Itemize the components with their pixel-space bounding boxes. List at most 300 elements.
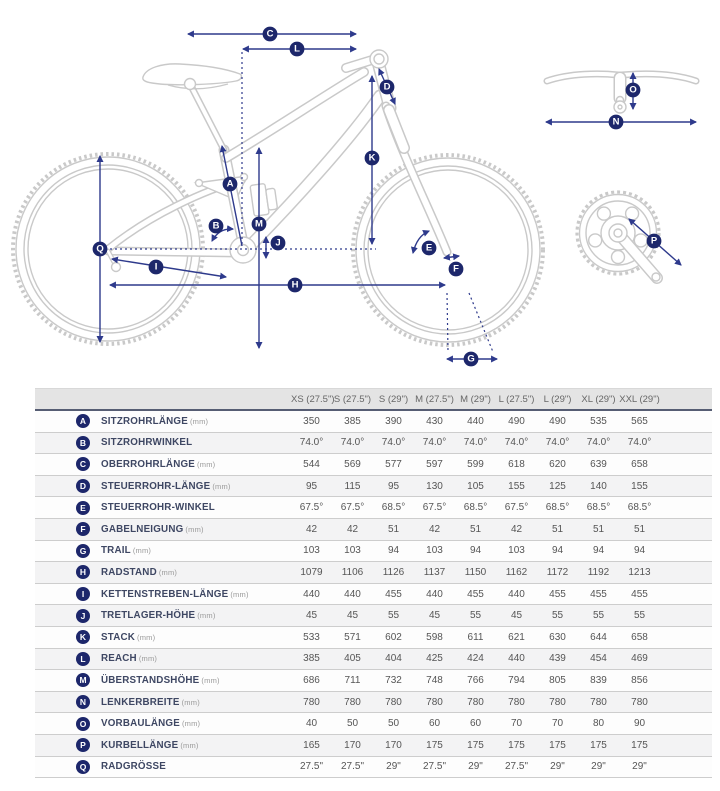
- value-cell: 155: [508, 480, 525, 492]
- value-cell: 611: [467, 631, 484, 643]
- value-cell: 170: [344, 739, 361, 751]
- value-cell: 1137: [423, 566, 446, 578]
- badge-g: [464, 352, 479, 367]
- table-row-c: [35, 454, 712, 476]
- row-badge-cell: [35, 501, 101, 515]
- value-cell: 74.0°: [586, 437, 611, 449]
- row-label: RADGRÖSSE: [101, 761, 166, 773]
- value-cell: 732: [385, 674, 402, 686]
- value-cell: 70: [551, 718, 564, 730]
- row-unit: (mm): [132, 546, 152, 556]
- badge-o: [626, 83, 641, 98]
- table-row-h: [35, 562, 712, 584]
- row-unit: (mm): [181, 719, 201, 729]
- row-badge-cell: [35, 717, 101, 731]
- row-label-cell: [101, 524, 291, 535]
- value-cell: 103: [344, 545, 361, 557]
- row-badge-cell: [35, 414, 101, 428]
- row-label-cell: [101, 567, 291, 578]
- value-cell: 94: [592, 545, 605, 557]
- table-row-q: [35, 757, 712, 779]
- row-badge-cell: [35, 544, 101, 558]
- column-header: XL (29"): [581, 393, 616, 405]
- row-badge-cell: [35, 457, 101, 471]
- badge-k: [365, 151, 380, 166]
- value-cell: 780: [549, 696, 566, 708]
- row-label: REACH: [101, 653, 137, 665]
- row-label: SITZROHRWINKEL: [101, 437, 193, 449]
- badge-d: [380, 80, 395, 95]
- badge-h: [288, 278, 303, 293]
- value-cell: 55: [551, 610, 564, 622]
- value-cell: 598: [426, 631, 443, 643]
- row-label: TRETLAGER-HÖHE: [101, 610, 196, 622]
- row-letter-badge: G: [76, 544, 90, 558]
- row-unit: (mm): [158, 567, 178, 577]
- value-cell: 67.5°: [422, 502, 447, 514]
- value-cell: 658: [631, 458, 648, 470]
- value-cell: 42: [305, 523, 318, 535]
- row-label: STACK: [101, 631, 136, 643]
- value-cell: 1106: [341, 566, 364, 578]
- row-label: SITZROHRLÄNGE: [101, 415, 188, 427]
- value-cell: 45: [346, 610, 359, 622]
- value-cell: 95: [387, 480, 400, 492]
- table-row-n: [35, 692, 712, 714]
- svg-text:D: D: [383, 81, 391, 93]
- column-header: XXL (29"): [619, 393, 660, 405]
- row-badge-cell: [35, 695, 101, 709]
- svg-text:H: H: [291, 279, 299, 291]
- value-cell: 644: [590, 631, 607, 643]
- svg-text:M: M: [255, 218, 263, 230]
- row-label-cell: [101, 502, 291, 513]
- row-unit: (mm): [197, 611, 216, 621]
- value-cell: 839: [590, 674, 607, 686]
- svg-text:J: J: [275, 237, 281, 249]
- value-cell: 51: [387, 523, 400, 535]
- row-label-cell: [101, 481, 291, 492]
- value-cell: 27.5": [504, 761, 528, 773]
- value-cell: 350: [303, 415, 320, 427]
- value-cell: 440: [508, 588, 525, 600]
- table-row-d: [35, 476, 712, 498]
- row-letter-badge: L: [76, 652, 90, 666]
- value-cell: 455: [385, 588, 402, 600]
- value-cell: 45: [305, 610, 318, 622]
- row-label-cell: [101, 653, 291, 664]
- row-letter-badge: M: [76, 673, 90, 687]
- row-letter-badge: Q: [76, 760, 90, 774]
- value-cell: 74.0°: [422, 437, 447, 449]
- row-letter-badge: P: [76, 738, 90, 752]
- column-header: XS (27.5"): [291, 393, 335, 405]
- row-letter-badge: E: [76, 501, 90, 515]
- value-cell: 430: [426, 415, 443, 427]
- table-row-m: [35, 670, 712, 692]
- value-cell: 686: [303, 674, 320, 686]
- column-header: L (27.5"): [498, 393, 535, 405]
- value-cell: 170: [385, 739, 402, 751]
- value-cell: 90: [633, 718, 646, 730]
- value-cell: 51: [551, 523, 564, 535]
- row-label: TRAIL: [101, 545, 131, 557]
- value-cell: 175: [508, 739, 525, 751]
- handlebar-diagram: [547, 74, 696, 113]
- value-cell: 711: [344, 674, 361, 686]
- value-cell: 94: [387, 545, 400, 557]
- badge-m: [252, 217, 267, 232]
- badge-l: [290, 42, 305, 57]
- value-cell: 74.0°: [545, 437, 570, 449]
- value-cell: 469: [631, 653, 648, 665]
- value-cell: 780: [590, 696, 607, 708]
- value-cell: 1126: [382, 566, 405, 578]
- value-cell: 74.0°: [340, 437, 365, 449]
- value-cell: 60: [428, 718, 441, 730]
- value-cell: 27.5": [299, 761, 323, 773]
- table-row-l: [35, 649, 712, 671]
- row-label-cell: [101, 545, 291, 556]
- value-cell: 29": [591, 761, 606, 773]
- bike-drawing: [13, 50, 696, 345]
- value-cell: 455: [631, 588, 648, 600]
- row-letter-badge: K: [76, 630, 90, 644]
- value-cell: 748: [426, 674, 443, 686]
- badge-q: [93, 242, 108, 257]
- column-header: L (29"): [543, 393, 572, 405]
- value-cell: 42: [346, 523, 359, 535]
- value-cell: 780: [344, 696, 361, 708]
- value-cell: 658: [631, 631, 648, 643]
- value-cell: 440: [508, 653, 525, 665]
- table-row-a: [35, 411, 712, 433]
- table-row-g: [35, 541, 712, 563]
- value-cell: 780: [508, 696, 525, 708]
- value-cell: 1172: [546, 566, 569, 578]
- row-label-cell: [101, 675, 291, 686]
- column-header: M (29"): [460, 393, 491, 405]
- column-header: S (27.5"): [333, 393, 372, 405]
- badge-e: [422, 241, 437, 256]
- value-cell: 597: [426, 458, 443, 470]
- row-unit: (mm): [230, 589, 249, 599]
- table-body: [35, 411, 712, 778]
- value-cell: 569: [344, 458, 361, 470]
- row-unit: (mm): [138, 654, 158, 664]
- value-cell: 94: [633, 545, 646, 557]
- value-cell: 455: [467, 588, 484, 600]
- row-unit: (mm): [185, 524, 204, 534]
- value-cell: 385: [303, 653, 320, 665]
- svg-text:C: C: [266, 28, 274, 40]
- value-cell: 385: [344, 415, 361, 427]
- value-cell: 68.5°: [586, 502, 611, 514]
- value-cell: 1079: [300, 566, 323, 578]
- row-badge-cell: [35, 652, 101, 666]
- row-unit: (mm): [201, 675, 220, 685]
- value-cell: 390: [385, 415, 402, 427]
- value-cell: 103: [426, 545, 443, 557]
- value-cell: 125: [549, 480, 566, 492]
- value-cell: 29": [386, 761, 401, 773]
- value-cell: 565: [631, 415, 648, 427]
- value-cell: 440: [426, 588, 443, 600]
- value-cell: 51: [633, 523, 646, 535]
- value-cell: 535: [590, 415, 607, 427]
- value-cell: 94: [551, 545, 564, 557]
- value-cell: 577: [385, 458, 402, 470]
- row-letter-badge: I: [76, 587, 90, 601]
- value-cell: 50: [346, 718, 359, 730]
- value-cell: 74.0°: [381, 437, 406, 449]
- value-cell: 130: [426, 480, 443, 492]
- row-label-cell: [101, 437, 291, 448]
- row-label-cell: [101, 610, 291, 621]
- value-cell: 440: [303, 588, 320, 600]
- value-cell: 780: [303, 696, 320, 708]
- value-cell: 70: [510, 718, 523, 730]
- svg-text:I: I: [154, 261, 158, 273]
- value-cell: 544: [303, 458, 320, 470]
- value-cell: 29": [550, 761, 565, 773]
- svg-text:Q: Q: [96, 243, 104, 255]
- value-cell: 50: [387, 718, 400, 730]
- value-cell: 67.5°: [299, 502, 324, 514]
- value-cell: 55: [633, 610, 646, 622]
- row-label: RADSTAND: [101, 566, 157, 578]
- value-cell: 80: [592, 718, 605, 730]
- row-label: OBERROHRLÄNGE: [101, 458, 196, 470]
- value-cell: 45: [510, 610, 523, 622]
- value-cell: 780: [426, 696, 443, 708]
- crankset-diagram: [577, 192, 660, 281]
- row-label-cell: [101, 718, 291, 729]
- svg-text:B: B: [212, 220, 220, 232]
- row-letter-badge: A: [76, 414, 90, 428]
- value-cell: 55: [469, 610, 482, 622]
- value-cell: 105: [467, 480, 484, 492]
- row-badge-cell: [35, 630, 101, 644]
- value-cell: 40: [305, 718, 318, 730]
- value-cell: 620: [549, 458, 566, 470]
- value-cell: 95: [305, 480, 318, 492]
- value-cell: 175: [590, 739, 607, 751]
- value-cell: 533: [303, 631, 320, 643]
- row-unit: (mm): [212, 481, 231, 491]
- table-row-o: [35, 713, 712, 735]
- svg-text:E: E: [425, 242, 433, 254]
- row-letter-badge: J: [76, 609, 90, 623]
- row-unit: (mm): [180, 740, 199, 750]
- badge-c: [263, 27, 278, 42]
- table-row-e: [35, 497, 712, 519]
- value-cell: 68.5°: [381, 502, 406, 514]
- row-badge-cell: [35, 738, 101, 752]
- value-cell: 29": [632, 761, 647, 773]
- table-row-i: [35, 584, 712, 606]
- row-label: KURBELLÄNGE: [101, 739, 179, 751]
- value-cell: 780: [631, 696, 648, 708]
- svg-text:A: A: [226, 178, 234, 190]
- value-cell: 440: [467, 415, 484, 427]
- value-cell: 490: [549, 415, 566, 427]
- row-label: KETTENSTREBEN-LÄNGE: [101, 588, 229, 600]
- badge-j: [271, 236, 286, 251]
- value-cell: 68.5°: [627, 502, 652, 514]
- value-cell: 155: [631, 480, 648, 492]
- value-cell: 55: [592, 610, 605, 622]
- value-cell: 766: [467, 674, 484, 686]
- value-cell: 618: [508, 458, 525, 470]
- value-cell: 140: [590, 480, 607, 492]
- table-row-p: [35, 735, 712, 757]
- row-letter-badge: C: [76, 457, 90, 471]
- value-cell: 425: [426, 653, 443, 665]
- svg-text:F: F: [453, 263, 459, 275]
- row-badge-cell: [35, 673, 101, 687]
- svg-text:O: O: [629, 84, 637, 96]
- value-cell: 639: [590, 458, 607, 470]
- badge-b: [209, 219, 224, 234]
- row-label-cell: [101, 697, 291, 708]
- value-cell: 490: [508, 415, 525, 427]
- row-unit: (mm): [197, 459, 216, 469]
- column-header: S (29"): [378, 393, 409, 405]
- row-label: VORBAULÄNGE: [101, 718, 180, 730]
- value-cell: 115: [344, 480, 361, 492]
- value-cell: 630: [549, 631, 566, 643]
- value-cell: 455: [590, 588, 607, 600]
- svg-text:N: N: [612, 116, 620, 128]
- svg-text:K: K: [368, 152, 376, 164]
- value-cell: 571: [344, 631, 361, 643]
- badge-n: [609, 115, 624, 130]
- geometry-diagram: [0, 0, 720, 386]
- value-cell: 175: [549, 739, 566, 751]
- row-label: LENKERBREITE: [101, 696, 180, 708]
- badge-f: [449, 262, 464, 277]
- value-cell: 67.5°: [504, 502, 529, 514]
- row-unit: (mm): [189, 416, 209, 426]
- row-badge-cell: [35, 522, 101, 536]
- row-unit: (mm): [137, 632, 156, 642]
- value-cell: 405: [344, 653, 361, 665]
- badge-i: [149, 260, 164, 275]
- geometry-table: [35, 388, 712, 778]
- value-cell: 175: [426, 739, 443, 751]
- value-cell: 51: [469, 523, 482, 535]
- value-cell: 74.0°: [504, 437, 529, 449]
- row-letter-badge: F: [76, 522, 90, 536]
- value-cell: 68.5°: [545, 502, 570, 514]
- svg-text:L: L: [294, 43, 300, 55]
- row-label-cell: [101, 416, 291, 427]
- row-letter-badge: N: [76, 695, 90, 709]
- row-label-cell: [101, 459, 291, 470]
- value-cell: 27.5": [422, 761, 446, 773]
- value-cell: 439: [549, 653, 566, 665]
- value-cell: 1213: [628, 566, 651, 578]
- row-unit: (mm): [181, 697, 200, 707]
- row-label: STEUERROHR-WINKEL: [101, 502, 215, 514]
- value-cell: 1150: [464, 566, 487, 578]
- table-row-j: [35, 605, 712, 627]
- value-cell: 74.0°: [299, 437, 324, 449]
- value-cell: 60: [469, 718, 482, 730]
- value-cell: 74.0°: [463, 437, 488, 449]
- value-cell: 404: [385, 653, 402, 665]
- row-label-cell: [101, 761, 291, 772]
- row-badge-cell: [35, 760, 101, 774]
- value-cell: 103: [508, 545, 525, 557]
- value-cell: 42: [428, 523, 441, 535]
- value-cell: 440: [344, 588, 361, 600]
- value-cell: 103: [303, 545, 320, 557]
- row-badge-cell: [35, 609, 101, 623]
- table-header-row: [35, 388, 712, 411]
- value-cell: 45: [428, 610, 441, 622]
- value-cell: 55: [387, 610, 400, 622]
- value-cell: 175: [467, 739, 484, 751]
- value-cell: 1192: [587, 566, 610, 578]
- row-badge-cell: [35, 479, 101, 493]
- row-letter-badge: B: [76, 436, 90, 450]
- column-header: M (27.5"): [415, 393, 454, 405]
- row-badge-cell: [35, 436, 101, 450]
- value-cell: 621: [508, 631, 525, 643]
- table-row-k: [35, 627, 712, 649]
- value-cell: 454: [590, 653, 607, 665]
- value-cell: 68.5°: [463, 502, 488, 514]
- row-badge-cell: [35, 565, 101, 579]
- row-letter-badge: H: [76, 565, 90, 579]
- row-letter-badge: O: [76, 717, 90, 731]
- value-cell: 794: [508, 674, 525, 686]
- row-label: GABELNEIGUNG: [101, 523, 184, 535]
- value-cell: 67.5°: [340, 502, 365, 514]
- table-row-b: [35, 433, 712, 455]
- svg-text:P: P: [650, 235, 658, 247]
- row-label: STEUERROHR-LÄNGE: [101, 480, 211, 492]
- table-row-f: [35, 519, 712, 541]
- row-label-cell: [101, 740, 291, 751]
- badge-a: [223, 177, 238, 192]
- value-cell: 51: [592, 523, 605, 535]
- value-cell: 42: [510, 523, 523, 535]
- value-cell: 424: [467, 653, 484, 665]
- value-cell: 27.5": [340, 761, 364, 773]
- value-cell: 1162: [505, 566, 528, 578]
- row-badge-cell: [35, 587, 101, 601]
- value-cell: 599: [467, 458, 484, 470]
- row-label: ÜBERSTANDSHÖHE: [101, 674, 200, 686]
- value-cell: 74.0°: [627, 437, 652, 449]
- row-label-cell: [101, 589, 291, 600]
- svg-text:G: G: [467, 353, 475, 365]
- value-cell: 455: [549, 588, 566, 600]
- badge-p: [647, 234, 662, 249]
- value-cell: 856: [631, 674, 648, 686]
- row-label-cell: [101, 632, 291, 643]
- row-letter-badge: D: [76, 479, 90, 493]
- value-cell: 175: [631, 739, 648, 751]
- value-cell: 94: [469, 545, 482, 557]
- value-cell: 29": [468, 761, 483, 773]
- value-cell: 602: [385, 631, 402, 643]
- value-cell: 780: [467, 696, 484, 708]
- value-cell: 165: [303, 739, 320, 751]
